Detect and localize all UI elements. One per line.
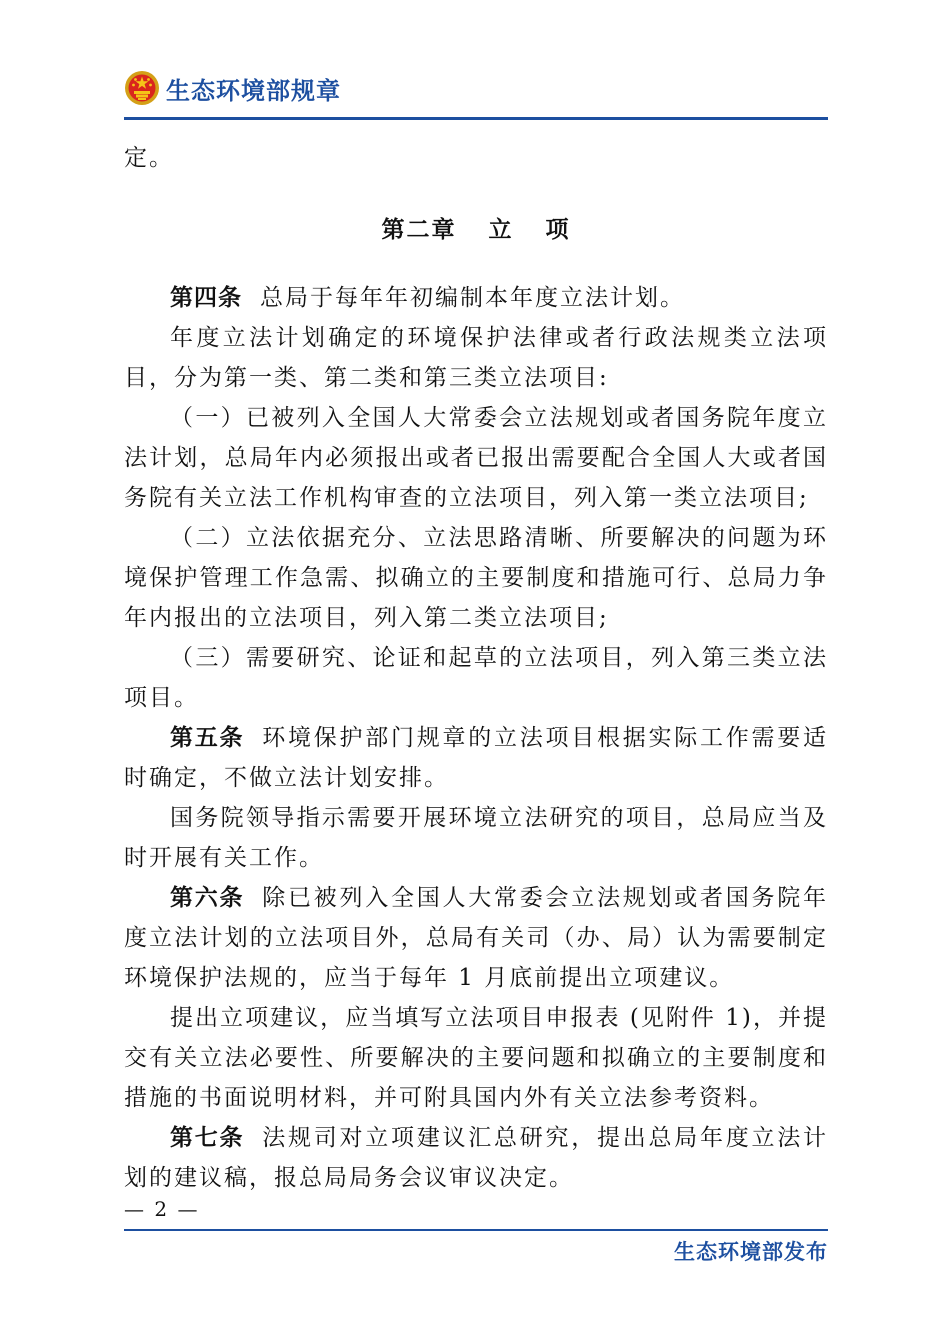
article-6-paragraph (124, 878, 828, 998)
article-4-label: 第四条 (170, 285, 242, 311)
footer-divider (124, 1229, 828, 1231)
article-4-item-1: （一）已被列入全国人大常委会立法规划或者国务院年度立法计划，总局年内必须报出或者已报出需要配合全国人大或者国务院有关立法工作机构审查的立法项目，列入第一类立法项目; (124, 405, 828, 511)
document-header (124, 66, 341, 110)
article-6-clause-2: 提出立项建议，应当填写立法项目申报表 (见附件 1)，并提交有关立法必要性、所要解决的主要问题和拟确立的主要制度和措施的书面说明材料，并可附具国内外有关立法参考资料。 (124, 1005, 828, 1111)
chapter-title-part-1: 立 (488, 217, 514, 243)
article-7-text: 法规司对立项建议汇总研究，提出总局年度立法计划的建议稿，报总局局务会议审议决定。 (124, 1125, 828, 1191)
header-title: 生态环境部规章 (166, 76, 341, 105)
article-7-paragraph (124, 1118, 828, 1198)
chapter-number: 第二章 (381, 217, 457, 243)
article-4-text: 总局于每年年初编制本年度立法计划。 (260, 285, 685, 311)
national-emblem-icon (124, 70, 160, 106)
document-body (124, 138, 828, 1198)
publisher-label: 生态环境部发布 (674, 1240, 828, 1264)
chapter-title-part-2: 项 (545, 217, 571, 243)
article-6-label: 第六条 (170, 885, 245, 911)
article-5-clause-2: 国务院领导指示需要开展环境立法研究的项目，总局应当及时开展有关工作。 (124, 805, 828, 871)
continuation-text: 定。 (124, 145, 174, 171)
header-divider (124, 117, 828, 120)
article-7-label: 第七条 (170, 1125, 245, 1151)
article-6-text: 除已被列入全国人大常委会立法规划或者国务院年度立法计划的立法项目外，总局有关司（办、局）认为需要制定环境保护法规的，应当于每年 1 月底前提出立项建议。 (124, 885, 828, 991)
article-5-label: 第五条 (170, 725, 245, 751)
article-4-paragraph (124, 278, 828, 318)
article-4-item-2: （二）立法依据充分、立法思路清晰、所要解决的问题为环境保护管理工作急需、拟确立的主要制度和措施可行、总局力争年内报出的立法项目，列入第二类立法项目; (124, 525, 828, 631)
article-5-paragraph (124, 718, 828, 798)
article-4-clause-intro: 年度立法计划确定的环境保护法律或者行政法规类立法项目，分为第一类、第二类和第三类立法项目: (124, 325, 828, 391)
chapter-heading (124, 210, 828, 250)
page-number: — 2 — (124, 1197, 200, 1221)
article-5-text: 环境保护部门规章的立法项目根据实际工作需要适时确定，不做立法计划安排。 (124, 725, 828, 791)
article-4-item-3: （三）需要研究、论证和起草的立法项目，列入第三类立法项目。 (124, 645, 828, 711)
